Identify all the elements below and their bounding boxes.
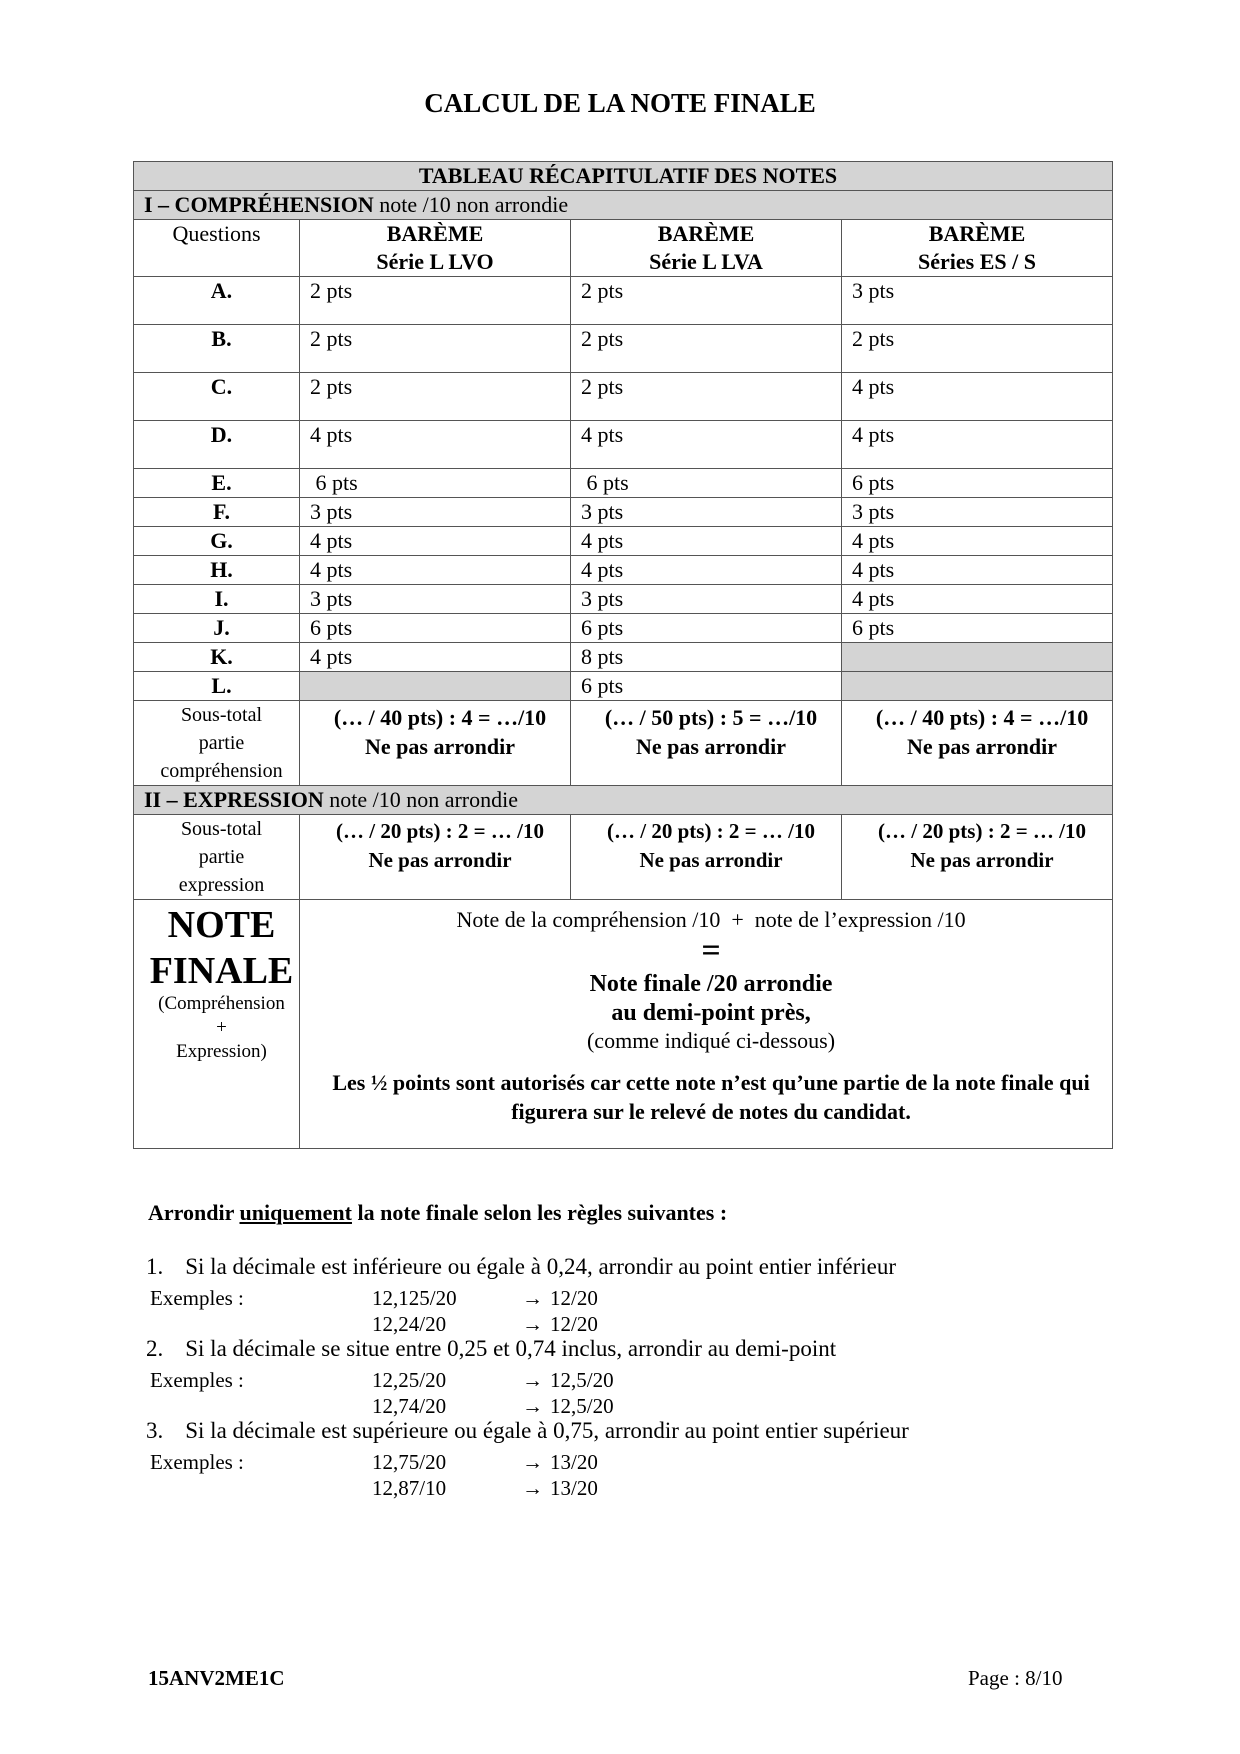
rounding-rule-1: 1. Si la décimale est inférieure ou égale à 0,24, arrondir au point entier inférieur: [146, 1254, 897, 1279]
subtotal-comprehension-label: Sous-total partie compréhension: [134, 701, 300, 786]
points-cell: 2 pts: [300, 325, 571, 373]
points-cell-empty: [842, 672, 1113, 701]
final-grade-formula: Note de la compréhension /10 + note de l’expression /10 = Note finale /20 arrondie au demi-point près, (comme indiqué ci-dessous) Les ½ points sont autorisés car cette note n’est qu’une partie de la note finale qui figurera sur le relevé de notes du candidat.: [300, 900, 1113, 1149]
arrow-icon: →: [522, 1286, 543, 1310]
arrow-icon: →: [522, 1368, 543, 1392]
examples-label: Exemples :: [150, 1450, 244, 1474]
question-label: F.: [134, 498, 300, 527]
points-cell: 3 pts: [842, 277, 1113, 325]
arrow-icon: →: [522, 1312, 543, 1336]
example-to: 12/20: [550, 1312, 598, 1336]
question-label: G.: [134, 527, 300, 556]
table-row: [134, 585, 1113, 614]
points-cell: 2 pts: [571, 325, 842, 373]
table-row: [134, 614, 1113, 643]
subtotal-cell: (… / 50 pts) : 5 = …/10 Ne pas arrondir: [571, 701, 842, 786]
question-label: H.: [134, 556, 300, 585]
points-cell: 4 pts: [300, 527, 571, 556]
subtotal-cell: (… / 20 pts) : 2 = … /10 Ne pas arrondir: [300, 815, 571, 900]
points-cell: 6 pts: [300, 469, 571, 498]
question-label: D.: [134, 421, 300, 469]
grading-table: [133, 161, 1113, 1149]
points-cell: 4 pts: [842, 421, 1113, 469]
example-from: 12,25/20: [372, 1368, 447, 1392]
points-cell: 6 pts: [571, 614, 842, 643]
question-label: A.: [134, 277, 300, 325]
page-title: CALCUL DE LA NOTE FINALE: [424, 88, 816, 118]
table-row: [134, 643, 1113, 672]
example-to: 12,5/20: [550, 1394, 614, 1418]
examples-label: Exemples :: [150, 1286, 244, 1310]
rounding-rule-2: 2. Si la décimale se situe entre 0,25 et 0,74 inclus, arrondir au demi-point: [146, 1336, 837, 1361]
points-cell: 3 pts: [300, 585, 571, 614]
subtotal-comprehension-row: [134, 701, 1113, 786]
example-to: 13/20: [550, 1476, 598, 1500]
points-cell: 3 pts: [842, 498, 1113, 527]
points-cell: 4 pts: [842, 527, 1113, 556]
question-label: L.: [134, 672, 300, 701]
example-from: 12,24/20: [372, 1312, 447, 1336]
table-row: [134, 325, 1113, 373]
rounding-rules: [148, 1200, 1098, 1226]
subtotal-cell: (… / 20 pts) : 2 = … /10 Ne pas arrondir: [842, 815, 1113, 900]
page-number: Page : 8/10: [968, 1666, 1063, 1690]
col-header-l-lvo: BARÈME Série L LVO: [300, 220, 571, 277]
points-cell: 6 pts: [571, 469, 842, 498]
points-cell: 6 pts: [842, 614, 1113, 643]
points-cell: 3 pts: [571, 498, 842, 527]
points-cell: 4 pts: [300, 556, 571, 585]
table-row: [134, 469, 1113, 498]
section-expression-header: II – EXPRESSION note /10 non arrondie: [134, 786, 1113, 815]
rounding-intro: Arrondir uniquement la note finale selon les règles suivantes :: [148, 1200, 728, 1225]
table-row: [134, 277, 1113, 325]
section-comprehension-header: I – COMPRÉHENSION note /10 non arrondie: [134, 191, 1113, 220]
col-header-questions: Questions: [134, 220, 300, 277]
subtotal-cell: (… / 40 pts) : 4 = …/10 Ne pas arrondir: [300, 701, 571, 786]
table-row: [134, 373, 1113, 421]
points-cell: 8 pts: [571, 643, 842, 672]
table-row: [134, 421, 1113, 469]
question-label: I.: [134, 585, 300, 614]
examples-label: Exemples :: [150, 1368, 244, 1392]
points-cell-empty: [842, 643, 1113, 672]
points-cell: 3 pts: [571, 585, 842, 614]
question-label: C.: [134, 373, 300, 421]
points-cell: 4 pts: [300, 643, 571, 672]
arrow-icon: →: [522, 1394, 543, 1418]
points-cell: 2 pts: [571, 373, 842, 421]
points-cell: 2 pts: [300, 373, 571, 421]
question-label: J.: [134, 614, 300, 643]
points-cell: 4 pts: [571, 556, 842, 585]
table-row: [134, 527, 1113, 556]
subtotal-cell: (… / 40 pts) : 4 = …/10 Ne pas arrondir: [842, 701, 1113, 786]
arrow-icon: →: [522, 1450, 543, 1474]
points-cell: 4 pts: [571, 421, 842, 469]
document-code: 15ANV2ME1C: [148, 1666, 285, 1690]
example-from: 12,75/20: [372, 1450, 447, 1474]
table-title: TABLEAU RÉCAPITULATIF DES NOTES: [134, 162, 1113, 191]
question-label: K.: [134, 643, 300, 672]
final-grade-label: NOTE FINALE (Compréhension + Expression): [134, 900, 300, 1149]
points-cell: 6 pts: [300, 614, 571, 643]
rounding-rule-3: 3. Si la décimale est supérieure ou égale à 0,75, arrondir au point entier supérieur: [146, 1418, 909, 1443]
example-to: 13/20: [550, 1450, 598, 1474]
points-cell: 2 pts: [300, 277, 571, 325]
question-label: E.: [134, 469, 300, 498]
subtotal-expression-label: Sous-total partie expression: [134, 815, 300, 900]
table-row: [134, 672, 1113, 701]
points-cell: 4 pts: [842, 556, 1113, 585]
points-cell: 6 pts: [571, 672, 842, 701]
example-to: 12,5/20: [550, 1368, 614, 1392]
points-cell: 6 pts: [842, 469, 1113, 498]
subtotal-expression-row: [134, 815, 1113, 900]
example-from: 12,125/20: [372, 1286, 457, 1310]
points-cell: 4 pts: [300, 421, 571, 469]
points-cell: 2 pts: [571, 277, 842, 325]
col-header-es-s: BARÈME Séries ES / S: [842, 220, 1113, 277]
arrow-icon: →: [522, 1476, 543, 1500]
example-to: 12/20: [550, 1286, 598, 1310]
points-cell-empty: [300, 672, 571, 701]
points-cell: 4 pts: [842, 373, 1113, 421]
question-label: B.: [134, 325, 300, 373]
subtotal-cell: (… / 20 pts) : 2 = … /10 Ne pas arrondir: [571, 815, 842, 900]
table-row: [134, 498, 1113, 527]
points-cell: 3 pts: [300, 498, 571, 527]
points-cell: 2 pts: [842, 325, 1113, 373]
final-grade-row: [134, 900, 1113, 1149]
points-cell: 4 pts: [571, 527, 842, 556]
example-from: 12,74/20: [372, 1394, 447, 1418]
col-header-l-lva: BARÈME Série L LVA: [571, 220, 842, 277]
points-cell: 4 pts: [842, 585, 1113, 614]
table-row: [134, 556, 1113, 585]
example-from: 12,87/10: [372, 1476, 447, 1500]
